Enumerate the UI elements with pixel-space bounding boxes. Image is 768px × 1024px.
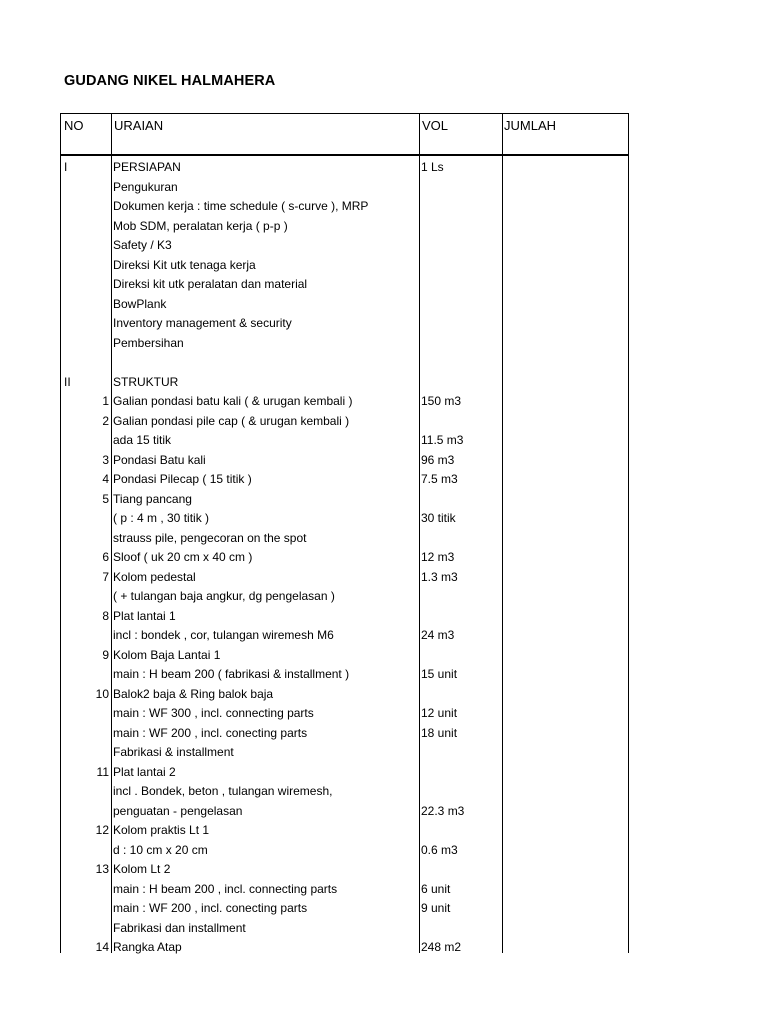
- row-no: 1: [102, 394, 109, 408]
- row-uraian: main : WF 200 , incl. conecting parts: [113, 725, 308, 740]
- row-vol: 96 m3: [421, 452, 455, 467]
- row-uraian: Plat lantai 2: [113, 764, 176, 779]
- table-row: [61, 802, 628, 822]
- table-row: [61, 529, 628, 549]
- row-no: I: [64, 160, 68, 174]
- row-uraian: Kolom Lt 2: [113, 862, 171, 876]
- table-row: [61, 158, 628, 178]
- row-no: 3: [102, 452, 109, 467]
- table-row: [61, 353, 628, 373]
- row-uraian: Rangka Atap: [113, 940, 182, 954]
- header-no: NO: [64, 118, 84, 133]
- table-row: [61, 295, 628, 315]
- row-uraian: Fabrikasi & installment: [113, 745, 234, 759]
- row-uraian: Pondasi Pilecap ( 15 titik ): [113, 472, 252, 486]
- row-uraian: Galian pondasi pile cap ( & urugan kembali ): [113, 413, 350, 428]
- row-vol: 24 m3: [421, 628, 455, 642]
- row-vol: 7.5 m3: [421, 472, 458, 486]
- row-uraian: main : WF 300 , incl. connecting parts: [113, 706, 314, 720]
- table-row: [61, 880, 628, 900]
- table-row: [61, 841, 628, 861]
- table-row: [61, 743, 628, 763]
- row-uraian: Pembersihan: [113, 335, 184, 350]
- row-vol: 9 unit: [421, 901, 451, 915]
- row-vol: 150 m3: [421, 394, 462, 408]
- table-row: [61, 217, 628, 237]
- table-row: [61, 724, 628, 744]
- table-row: [61, 509, 628, 529]
- row-vol: 30 titik: [421, 511, 456, 525]
- row-uraian: Safety / K3: [113, 238, 172, 252]
- row-vol: 22.3 m3: [421, 803, 465, 818]
- row-no: 8: [102, 608, 109, 623]
- table-row: [61, 665, 628, 685]
- row-uraian: ada 15 titik: [113, 433, 172, 447]
- row-uraian: Kolom pedestal: [113, 569, 196, 584]
- row-uraian: Kolom Baja Lantai 1: [113, 647, 221, 662]
- header-vol: VOL: [422, 118, 449, 133]
- row-uraian: Balok2 baja & Ring balok baja: [113, 686, 274, 701]
- row-no: 7: [102, 569, 109, 584]
- row-no: 14: [95, 940, 109, 954]
- row-uraian: Direksi Kit utk tenaga kerja: [113, 257, 256, 272]
- row-uraian: PERSIAPAN: [113, 160, 181, 174]
- row-no: 9: [102, 647, 109, 662]
- table-row: [61, 704, 628, 724]
- row-vol: 11.5 m3: [421, 433, 464, 447]
- header-divider: [419, 114, 420, 156]
- row-uraian: incl : bondek , cor, tulangan wiremesh M6: [113, 628, 334, 642]
- row-uraian: strauss pile, pengecoran on the spot: [113, 530, 307, 545]
- row-uraian: Fabrikasi dan installment: [113, 920, 246, 935]
- table-row: [61, 334, 628, 354]
- row-uraian: incl . Bondek, beton , tulangan wiremesh,: [113, 784, 333, 798]
- row-uraian: Tiang pancang: [113, 491, 192, 506]
- table-row: [61, 470, 628, 490]
- row-no: 4: [102, 472, 109, 486]
- row-uraian: Galian pondasi batu kali ( & urugan kembali ): [113, 394, 353, 408]
- row-vol: 15 unit: [421, 667, 458, 681]
- row-uraian: main : WF 200 , incl. conecting parts: [113, 901, 308, 915]
- row-uraian: d : 10 cm x 20 cm: [113, 842, 208, 857]
- row-uraian: Pengukuran: [113, 179, 178, 194]
- table-row: [61, 938, 628, 958]
- table-row: [61, 431, 628, 451]
- row-uraian: Pondasi Batu kali: [113, 452, 206, 467]
- row-no: 13: [95, 862, 109, 876]
- row-uraian: penguatan - pengelasan: [113, 803, 243, 818]
- row-uraian: main : H beam 200 ( fabrikasi & installment ): [113, 667, 350, 681]
- row-no: 10: [95, 686, 109, 701]
- table-row: [61, 236, 628, 256]
- row-vol: 1 Ls: [421, 160, 444, 174]
- table-row: [61, 685, 628, 705]
- row-no: 12: [95, 823, 109, 837]
- row-no: 6: [102, 550, 109, 564]
- table-row: [61, 607, 628, 627]
- header-divider: [502, 114, 503, 156]
- table-row: [61, 646, 628, 666]
- row-uraian: Mob SDM, peralatan kerja ( p-p ): [113, 218, 288, 233]
- table-row: [61, 587, 628, 607]
- cost-table: [60, 113, 629, 953]
- table-row: [61, 392, 628, 412]
- table-row: [61, 314, 628, 334]
- header-jumlah: JUMLAH: [504, 118, 557, 133]
- row-uraian: Sloof ( uk 20 cm x 40 cm ): [113, 550, 253, 564]
- row-vol: 248 m2: [421, 940, 462, 954]
- row-uraian: main : H beam 200 , incl. connecting parts: [113, 881, 338, 896]
- table-row: [61, 490, 628, 510]
- header-uraian: URAIAN: [114, 118, 164, 133]
- row-uraian: Direksi kit utk peralatan dan material: [113, 277, 308, 291]
- row-uraian: ( p : 4 m , 30 titik ): [113, 511, 210, 525]
- table-row: [61, 919, 628, 939]
- table-row: [61, 412, 628, 432]
- row-vol: 18 unit: [421, 725, 458, 740]
- header-divider: [111, 114, 112, 156]
- row-uraian: Dokumen kerja : time schedule ( s-curve ), MRP: [113, 199, 369, 213]
- table-row: [61, 548, 628, 568]
- table-row: [61, 178, 628, 198]
- table-row: [61, 782, 628, 802]
- table-row: [61, 763, 628, 783]
- row-uraian: STRUKTUR: [113, 374, 179, 389]
- document-title: GUDANG NIKEL HALMAHERA: [64, 73, 276, 89]
- table-row: [61, 821, 628, 841]
- table-row: [61, 256, 628, 276]
- table-row: [61, 626, 628, 646]
- table-row: [61, 197, 628, 217]
- table-row: [61, 899, 628, 919]
- table-header: [60, 113, 629, 156]
- row-vol: 12 unit: [421, 706, 458, 720]
- table-body: [60, 156, 629, 953]
- row-no: 5: [102, 491, 109, 506]
- row-vol: 12 m3: [421, 550, 455, 564]
- row-uraian: BowPlank: [113, 296, 167, 311]
- table-row: [61, 373, 628, 393]
- row-vol: 6 unit: [421, 881, 451, 896]
- row-no: II: [64, 374, 71, 389]
- row-no: 2: [102, 413, 109, 428]
- row-vol: 1.3 m3: [421, 569, 458, 584]
- table-row: [61, 275, 628, 295]
- row-uraian: Kolom praktis Lt 1: [113, 823, 210, 837]
- row-uraian: Inventory management & security: [113, 316, 292, 330]
- table-row: [61, 860, 628, 880]
- row-vol: 0.6 m3: [421, 842, 458, 857]
- row-uraian: Plat lantai 1: [113, 608, 176, 623]
- row-no: 11: [96, 764, 109, 779]
- table-row: [61, 568, 628, 588]
- row-uraian: ( + tulangan baja angkur, dg pengelasan ): [113, 589, 335, 603]
- table-row: [61, 451, 628, 471]
